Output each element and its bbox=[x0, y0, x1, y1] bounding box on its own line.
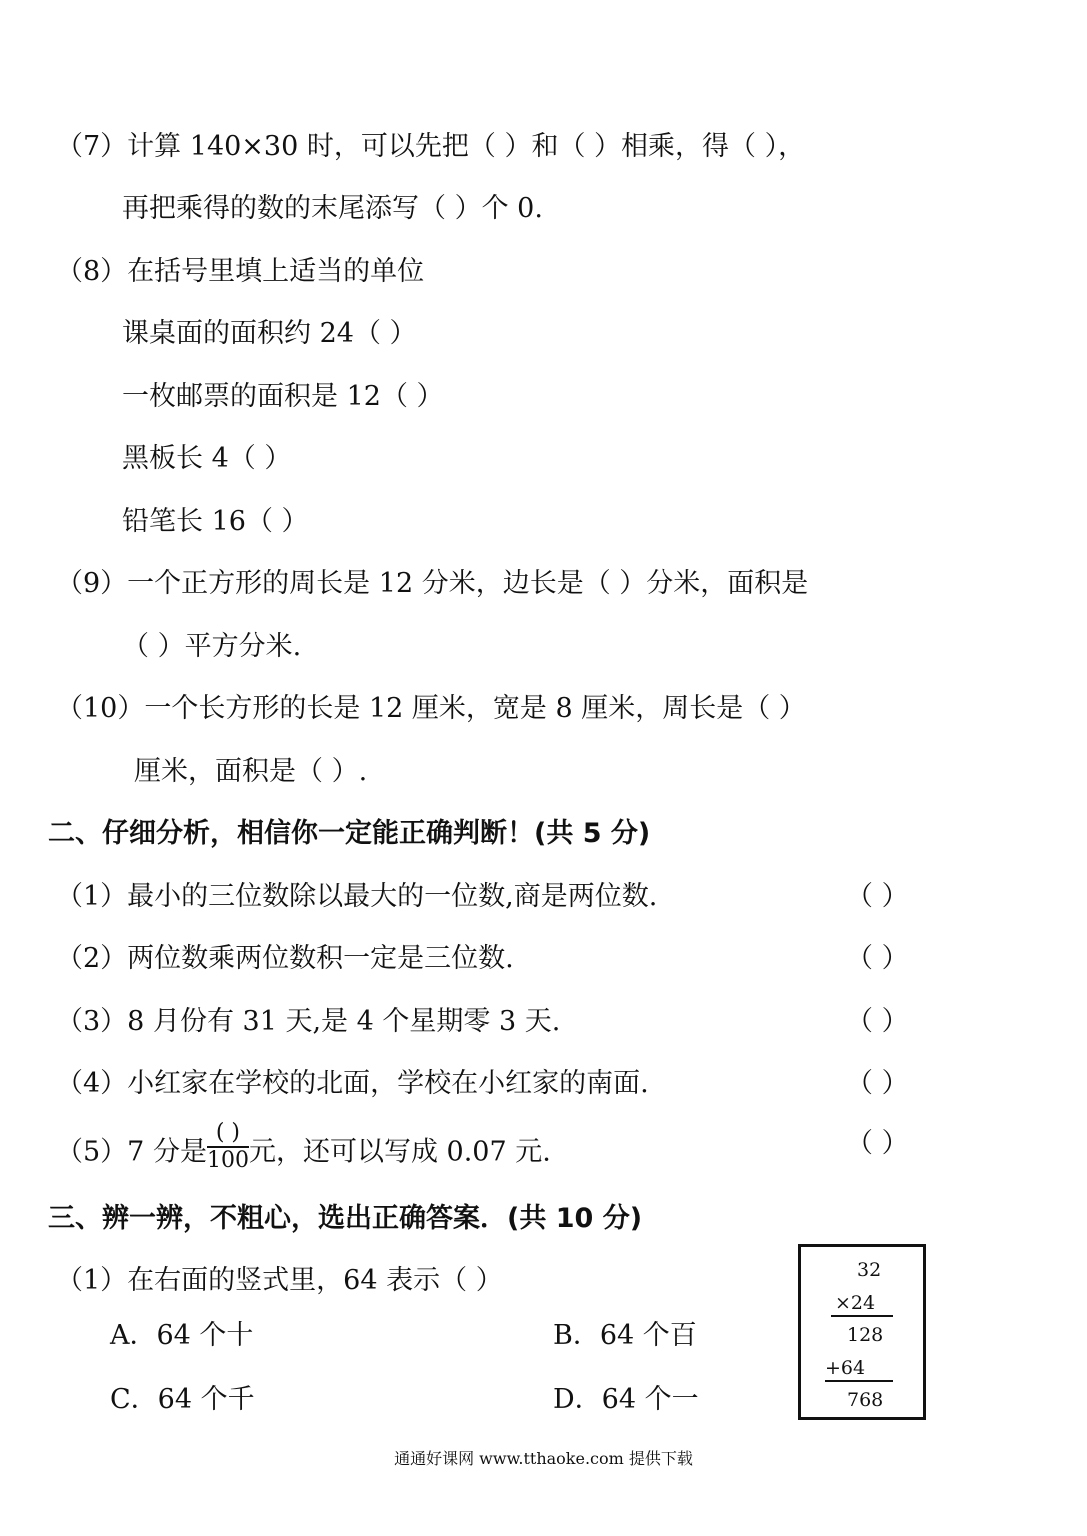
section3-q1: （1）在右面的竖式里，64 表示（ ） bbox=[56, 1265, 503, 1296]
calc-multiplicand: 32 bbox=[857, 1259, 882, 1281]
judge-item: （2）两位数乘两位数积一定是三位数. bbox=[56, 943, 514, 974]
option-c: C．64 个千 bbox=[110, 1384, 255, 1415]
q8-item: 黑板长 4（ ） bbox=[122, 443, 292, 474]
option-d: D．64 个一 bbox=[553, 1384, 699, 1415]
q9-line1: （9）一个正方形的周长是 12 分米，边长是（ ）分米，面积是 bbox=[56, 568, 809, 599]
section3-heading: 三、辨一辨，不粗心，选出正确答案．(共 10 分) bbox=[48, 1203, 643, 1234]
calc-multiplier: ×24 bbox=[835, 1292, 876, 1314]
calc-rule bbox=[825, 1380, 893, 1382]
q8-item: 一枚邮票的面积是 12（ ） bbox=[122, 381, 444, 412]
fraction bbox=[207, 1120, 249, 1174]
vertical-calculation-box bbox=[798, 1244, 926, 1420]
judge-item-5-suffix: 元，还可以写成 0.07 元. bbox=[248, 1136, 551, 1168]
judge-item-5 bbox=[56, 1120, 551, 1180]
judge-paren: （ ） bbox=[846, 943, 909, 974]
q9-line2: （ ）平方分米. bbox=[122, 631, 302, 662]
calc-partial-2: +64 bbox=[825, 1357, 866, 1379]
q8-title: （8）在括号里填上适当的单位 bbox=[56, 256, 425, 287]
q7-line1: （7）计算 140×30 时，可以先把（ ）和（ ）相乘，得（ ）， bbox=[56, 131, 806, 162]
q8-item: 课桌面的面积约 24（ ） bbox=[122, 318, 417, 349]
section2-heading: 二、仔细分析，相信你一定能正确判断！(共 5 分) bbox=[48, 818, 651, 849]
judge-item: （1）最小的三位数除以最大的一位数,商是两位数. bbox=[56, 881, 658, 912]
option-b: B．64 个百 bbox=[553, 1320, 697, 1351]
calc-result: 768 bbox=[847, 1389, 884, 1411]
judge-item-5-prefix: （5）7 分是 bbox=[56, 1136, 207, 1168]
option-a: A．64 个十 bbox=[110, 1320, 254, 1351]
judge-paren: （ ） bbox=[846, 881, 909, 912]
calc-partial-1: 128 bbox=[847, 1324, 884, 1346]
judge-item: （3）8 月份有 31 天,是 4 个星期零 3 天. bbox=[56, 1006, 561, 1037]
judge-item: （4）小红家在学校的北面，学校在小红家的南面. bbox=[56, 1068, 649, 1099]
q7-line2: 再把乘得的数的末尾添写（ ）个 0. bbox=[122, 193, 543, 224]
footer-text: 通通好课网 www.tthaoke.com 提供下载 bbox=[394, 1449, 693, 1468]
judge-paren: （ ） bbox=[846, 1006, 909, 1037]
calc-rule bbox=[831, 1315, 893, 1317]
q8-item: 铅笔长 16（ ） bbox=[122, 506, 309, 537]
fraction-numerator: ( ) bbox=[207, 1120, 249, 1148]
q10-line2: 厘米，面积是（ ）. bbox=[134, 756, 368, 787]
judge-paren: （ ） bbox=[846, 1128, 909, 1159]
fraction-denominator: 100 bbox=[206, 1148, 249, 1173]
q10-line1: （10）一个长方形的长是 12 厘米，宽是 8 厘米，周长是（ ） bbox=[56, 693, 806, 724]
judge-paren: （ ） bbox=[846, 1068, 909, 1099]
